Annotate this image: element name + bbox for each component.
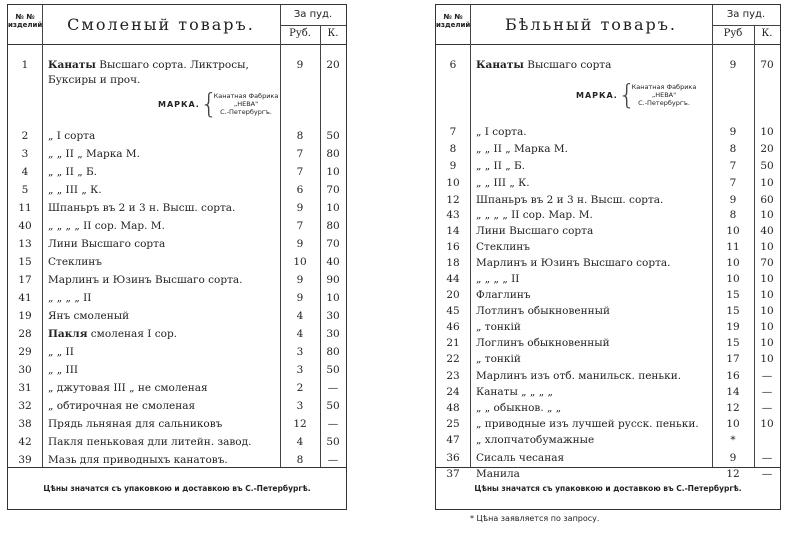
cell-no: 17 (18, 274, 32, 286)
cell-name: Канаты Высшаго сорта (476, 59, 612, 71)
table-row (8, 162, 346, 182)
cell-no: 12 (446, 194, 460, 206)
cell-no: 23 (446, 370, 460, 382)
cell-name: „ тонкій (476, 353, 521, 365)
cell-name: Стеклинъ (48, 256, 102, 268)
cell-rub: 8 (729, 209, 737, 221)
header-item-number: № № изделий (436, 13, 471, 29)
cell-no: 14 (446, 225, 460, 237)
cell-no: 15 (18, 256, 32, 268)
cell-rub: 3 (296, 400, 304, 412)
price-footer: Цѣны значатся съ упаковкою и доставкою въ С.-Петербургѣ. (436, 467, 780, 509)
cell-rub: 9 (729, 194, 737, 206)
cell-name: Логлинъ обыкновенный (476, 337, 610, 349)
cell-kop: — (327, 418, 339, 430)
cell-kop: 80 (326, 148, 340, 160)
cell-name: Пакля смоленая I сор. (48, 328, 178, 340)
cell-rub: 19 (726, 321, 740, 333)
cell-rub: 3 (296, 364, 304, 376)
cell-kop: 30 (326, 310, 340, 322)
cell-no: 37 (446, 468, 460, 480)
price-footer: Цѣны значатся съ упаковкою и доставкою въ С.-Петербургѣ. (8, 467, 346, 509)
cell-no: 7 (449, 126, 457, 138)
cell-kop: 70 (760, 59, 774, 71)
cell-name: „ „ обыкнов. „ „ (476, 402, 562, 414)
cell-no: 29 (18, 346, 32, 358)
cell-name: „ обтирочная не смоленая (48, 400, 196, 412)
cell-name: „ „ „ „ II сор. Мар. М. (48, 220, 165, 232)
table-row (8, 414, 346, 434)
cell-kop: 10 (760, 209, 774, 221)
cell-name: Шпаньръ въ 2 и 3 н. Высш. сорта. (48, 202, 236, 214)
cell-no: 31 (18, 382, 32, 394)
cell-kop: 50 (326, 130, 340, 142)
table-title: Бѣльный товаръ. (505, 15, 677, 34)
cell-no: 8 (449, 143, 457, 155)
cell-rub: 4 (296, 328, 304, 340)
cell-rub: 7 (296, 148, 304, 160)
cell-no: 38 (18, 418, 32, 430)
cell-rub: 9 (296, 202, 304, 214)
cell-no: 22 (446, 353, 460, 365)
cell-no: 48 (446, 402, 460, 414)
price-list-tarred-goods: № № изделий Смоленый товаръ. За пуд. Руб. К. 1 Канаты Высшаго сорта. Ликтросы, 9 20 Буксиры и проч. 2 „ I сорта 8 50 3 „ „ II „ Марка М. 7 80 4 „ „ II „ Б. 7 10 5 „ „ III „ К. 6 70 11 Шпаньръ въ 2 и 3 н. Высш. сорта. 9 10 40 „ „ „ „ II сор. Мар. М. 7 80 13 Лини Высшаго сорта 9 70 15 Стеклинъ 10 40 17 Марлинъ и Юзинъ Высшаго сорта. 9 90 41 „ „ „ „ II 9 10 19 Янъ смоленый 4 30 28 Пакля смоленая I сор. 4 30 29 „ „ II 3 80 30 „ „ III 3 50 31 „ джутовая III „ не смоленая 2 — 32 „ обтирочная не смоленая 3 50 38 Прядь льняная для сальниковъ 12 — 42 Пакля пеньковая дли литейн. завод. 4 50 39 Мазь для приводныхъ канатовъ. 8 — МАРКА. { Канатная Фабрика „НЕВА" С.-Петербургъ. Цѣны значатся съ упаковкою и доставкою въ С.-Петербургѣ. (7, 4, 347, 510)
cell-name: „ I сорта (48, 130, 96, 142)
cell-no: 1 (21, 59, 29, 71)
cell-kop: 50 (326, 400, 340, 412)
cell-kop: 60 (760, 194, 774, 206)
cell-no: 36 (446, 452, 460, 464)
cell-no: 6 (449, 59, 457, 71)
cell-name: „ „ „ „ II сор. Мар. М. (476, 209, 593, 221)
cell-no: 43 (446, 209, 460, 221)
cell-kop: — (327, 382, 339, 394)
cell-name: „ „ II „ Б. (476, 160, 526, 172)
table-row (436, 430, 780, 450)
cell-no: 13 (18, 238, 32, 250)
cell-kop: 50 (760, 160, 774, 172)
price-list-white-goods: № № изделий Бѣльный товаръ. За пуд. Руб К. 6 Канаты Высшаго сорта 9 70 7 „ I сорта. 9 10 8 „ „ II „ Марка М. 8 20 9 „ „ II „ Б. 7 50 10 „ „ III „ К. 7 10 12 Шпаньръ въ 2 и 3 н. Высш. сорта. 9 60 43 „ „ „ „ II сор. Мар. М. 8 10 14 Лини Высшаго сорта 10 40 16 Стеклинъ 11 10 18 Марлинъ и Юзинъ Высшаго сорта. 10 70 44 „ „ „ „ II 10 10 20 Флаглинъ 15 10 45 Лотлинъ обыкновенный 15 10 46 „ тонкій 19 10 21 Логлинъ обыкновенный 15 10 22 „ тонкій 17 10 23 Марлинъ изъ отб. манильск. пеньки. 16 — 24 Канаты „ „ „ „ 14 — 48 „ „ обыкнов. „ „ 12 — 25 „ приводные изъ лучшей русск. пеньки. 10 10 47 „ хлопчатобумажные * 36 Сисаль чесаная 9 — 37 Манила 12 — МАРКА. { Канатная Фабрика „НЕВА" С.-Петербургъ. Цѣны значатся съ упаковкою и доставкою въ С.-Петербургѣ. (435, 4, 781, 510)
cell-rub: 7 (296, 220, 304, 232)
cell-kop: — (761, 386, 773, 398)
cell-kop: 10 (760, 321, 774, 333)
cell-rub: 17 (726, 353, 740, 365)
cell-rub: 12 (726, 468, 740, 480)
cell-rub: 10 (293, 256, 307, 268)
cell-kop: 20 (760, 143, 774, 155)
cell-rub: 9 (296, 274, 304, 286)
cell-name: „ тонкій (476, 321, 521, 333)
cell-no: 21 (446, 337, 460, 349)
cell-kop: 10 (326, 292, 340, 304)
cell-kop: 90 (326, 274, 340, 286)
footnote: * Цѣна заявляется по запросу. (470, 514, 600, 523)
cell-rub: 4 (296, 436, 304, 448)
cell-rub: 16 (726, 370, 740, 382)
cell-name: Лини Высшаго сорта (476, 225, 594, 237)
cell-kop: 10 (760, 337, 774, 349)
cell-name: „ джутовая III „ не смоленая (48, 382, 208, 394)
table-row (8, 252, 346, 272)
cell-rub: 4 (296, 310, 304, 322)
cell-name: „ „ II „ Марка М. (476, 143, 568, 155)
cell-rub: 9 (296, 292, 304, 304)
cell-kop: 70 (326, 184, 340, 196)
cell-no: 5 (21, 184, 29, 196)
table-row (8, 198, 346, 218)
cell-no: 19 (18, 310, 32, 322)
cell-no: 47 (446, 434, 460, 446)
cell-kop: 50 (326, 436, 340, 448)
cell-no: 40 (18, 220, 32, 232)
table-row (8, 324, 346, 344)
table-row (8, 432, 346, 452)
cell-no: 11 (18, 202, 32, 214)
table-row (8, 180, 346, 200)
cell-name: Сисаль чесаная (476, 452, 565, 464)
cell-name: „ „ II „ Марка М. (48, 148, 140, 160)
cell-kop: 50 (326, 364, 340, 376)
cell-kop: 70 (760, 257, 774, 269)
cell-rub: 8 (729, 143, 737, 155)
cell-kop: 20 (326, 59, 340, 71)
cell-name: „ „ „ „ II (48, 292, 92, 304)
table-header (436, 5, 780, 45)
cell-rub: 15 (726, 337, 740, 349)
header-per-pood: За пуд. (293, 9, 333, 20)
cell-no: 41 (18, 292, 32, 304)
cell-no: 45 (446, 305, 460, 317)
cell-name: Канаты Высшаго сорта. Ликтросы, (48, 59, 249, 71)
table-row (8, 342, 346, 362)
cell-name: Шпаньръ въ 2 и 3 н. Высш. сорта. (476, 194, 664, 206)
cell-name: Пакля пеньковая дли литейн. завод. (48, 436, 252, 448)
cell-kop: — (327, 454, 339, 466)
cell-no: 44 (446, 273, 460, 285)
table-row (436, 55, 780, 75)
table-row (8, 126, 346, 146)
table-row (8, 216, 346, 236)
cell-no: 30 (18, 364, 32, 376)
cell-name: Марлинъ и Юзинъ Высшаго сорта. (48, 274, 243, 286)
cell-kop: 10 (326, 202, 340, 214)
cell-rub: 9 (296, 238, 304, 250)
cell-rub: 11 (726, 241, 740, 253)
cell-rub: 15 (726, 289, 740, 301)
cell-no: 28 (18, 328, 32, 340)
cell-no: 2 (21, 130, 29, 142)
cell-name: Мазь для приводныхъ канатовъ. (48, 454, 228, 466)
cell-rub: * (730, 434, 736, 446)
cell-name: „ „ „ „ II (476, 273, 520, 285)
cell-rub: 10 (726, 225, 740, 237)
cell-rub: 9 (296, 59, 304, 71)
cell-kop: 70 (326, 238, 340, 250)
header-item-number: № № изделий (8, 13, 43, 29)
cell-name: „ „ II (48, 346, 74, 358)
cell-kop: — (761, 402, 773, 414)
cell-no: 18 (446, 257, 460, 269)
cell-no: 20 (446, 289, 460, 301)
table-row (8, 360, 346, 380)
cell-rub: 9 (729, 126, 737, 138)
cell-kop: 10 (760, 241, 774, 253)
cell-rub: 12 (293, 418, 307, 430)
cell-rub: 10 (726, 257, 740, 269)
cell-name: „ хлопчатобумажные (476, 434, 595, 446)
cell-kop: 10 (760, 126, 774, 138)
cell-no: 42 (18, 436, 32, 448)
cell-no: 4 (21, 166, 29, 178)
cell-no: 24 (446, 386, 460, 398)
cell-rub: 10 (726, 418, 740, 430)
table-row (8, 144, 346, 164)
cell-kop: 80 (326, 346, 340, 358)
cell-rub: 9 (729, 452, 737, 464)
cell-name: Буксиры и проч. (48, 74, 141, 86)
cell-name: Прядь льняная для сальниковъ (48, 418, 223, 430)
cell-kop: — (761, 452, 773, 464)
cell-rub: 7 (729, 177, 737, 189)
cell-name: „ „ II „ Б. (48, 166, 98, 178)
header-per-pood: За пуд. (726, 9, 766, 20)
cell-rub: 8 (296, 130, 304, 142)
table-header (8, 5, 346, 45)
cell-no: 25 (446, 418, 460, 430)
cell-rub: 6 (296, 184, 304, 196)
cell-name: Стеклинъ (476, 241, 530, 253)
cell-rub: 7 (296, 166, 304, 178)
cell-name: „ I сорта. (476, 126, 527, 138)
cell-kop: 10 (760, 353, 774, 365)
cell-no: 9 (449, 160, 457, 172)
cell-name: Лини Высшаго сорта (48, 238, 166, 250)
cell-rub: 14 (726, 386, 740, 398)
cell-no: 16 (446, 241, 460, 253)
cell-kop: 80 (326, 220, 340, 232)
table-row (8, 306, 346, 326)
table-row (8, 396, 346, 416)
cell-rub: 3 (296, 346, 304, 358)
header-rub: Руб (723, 28, 743, 39)
cell-kop: — (761, 468, 773, 480)
cell-name: Марлинъ изъ отб. манильск. пеньки. (476, 370, 682, 382)
cell-kop: 10 (326, 166, 340, 178)
cell-kop: 40 (326, 256, 340, 268)
cell-rub: 9 (729, 59, 737, 71)
cell-name: „ „ III „ К. (48, 184, 102, 196)
cell-rub: 10 (726, 273, 740, 285)
cell-name: Янъ смоленый (48, 310, 130, 322)
cell-no: 10 (446, 177, 460, 189)
table-row (8, 288, 346, 308)
cell-kop: 10 (760, 273, 774, 285)
cell-name: „ „ III „ К. (476, 177, 530, 189)
table-title: Смоленый товаръ. (67, 15, 255, 34)
cell-kop: 10 (760, 418, 774, 430)
cell-rub: 12 (726, 402, 740, 414)
cell-rub: 8 (296, 454, 304, 466)
header-rub: Руб. (289, 28, 311, 39)
cell-name: Марлинъ и Юзинъ Высшаго сорта. (476, 257, 671, 269)
cell-no: 46 (446, 321, 460, 333)
cell-kop: 10 (760, 289, 774, 301)
table-row (8, 270, 346, 290)
table-row (8, 378, 346, 398)
cell-name: „ „ III (48, 364, 78, 376)
cell-rub: 7 (729, 160, 737, 172)
cell-name: Лотлинъ обыкновенный (476, 305, 610, 317)
table-row (8, 70, 346, 90)
header-kop: К. (761, 28, 773, 39)
cell-name: „ приводные изъ лучшей русск. пеньки. (476, 418, 699, 430)
cell-no: 32 (18, 400, 32, 412)
cell-kop: — (761, 370, 773, 382)
cell-rub: 15 (726, 305, 740, 317)
cell-name: Канаты „ „ „ „ (476, 386, 553, 398)
cell-no: 3 (21, 148, 29, 160)
cell-kop: 10 (760, 177, 774, 189)
cell-rub: 2 (296, 382, 304, 394)
table-row (8, 234, 346, 254)
cell-name: Флаглинъ (476, 289, 531, 301)
header-kop: К. (327, 28, 339, 39)
cell-no: 39 (18, 454, 32, 466)
cell-name: Манила (476, 468, 520, 480)
cell-kop: 40 (760, 225, 774, 237)
cell-kop: 30 (326, 328, 340, 340)
cell-kop: 10 (760, 305, 774, 317)
